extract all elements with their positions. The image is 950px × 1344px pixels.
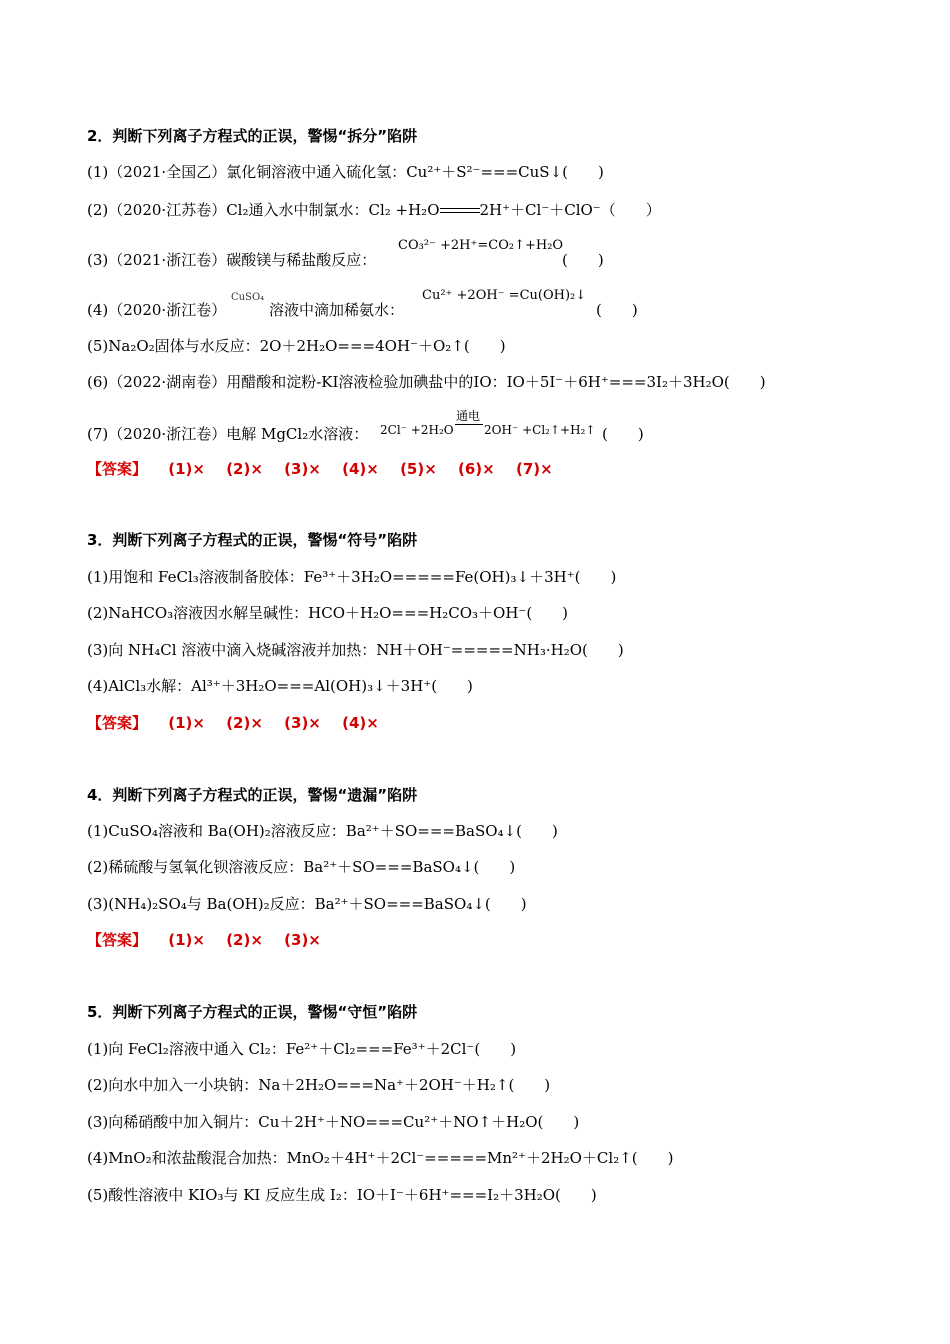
sec3-question-3: (3)向 NH₄Cl 溶液中滴入烧碱溶液并加热：NH＋OH⁻=====NH₃·H₂O( ) [87, 641, 624, 659]
sec5-question-3: (3)向稀硝酸中加入铜片：Cu＋2H⁺＋NO===Cu²⁺＋NO↑＋H₂O( ) [87, 1113, 580, 1131]
sec2-q4-reagent: CuSO₄ [231, 292, 265, 303]
sec2-q2-text: (2)（2020·江苏卷）Cl₂通入水中制氯水：Cl₂ +H₂O [87, 201, 440, 219]
answer-item: (7)× [515, 460, 553, 478]
answer-item: (4)× [342, 714, 379, 732]
sec2-question-6: (6)（2022·湖南卷）用醋酸和淀粉-KI溶液检验加碘盐中的IO：IO＋5I⁻＋6H⁺===3I₂＋3H₂O( ) [87, 373, 766, 391]
answer-item: (1)× [168, 931, 205, 949]
sec2-question-1: (1)（2021·全国乙）氯化铜溶液中通入硫化氢：Cu²⁺＋S²⁻===CuS↓( ) [87, 163, 604, 181]
sec2-q2-text-after: 2H⁺＋Cl⁻＋ClO⁻（ ） [479, 201, 661, 219]
section-5-heading: 5．判断下列离子方程式的正误，警惕“守恒”陷阱 [87, 1003, 418, 1021]
sec5-question-1: (1)向 FeCl₂溶液中通入 Cl₂：Fe²⁺＋Cl₂===Fe³⁺＋2Cl⁻( ) [87, 1040, 517, 1058]
answer-item: (1)× [168, 714, 205, 732]
sec3-question-1: (1)用饱和 FeCl₃溶液制备胶体：Fe³⁺＋3H₂O=====Fe(OH)₃↓＋3H⁺( ) [87, 568, 617, 586]
sec2-q7-formula-right: 2OH⁻ +Cl₂↑+H₂↑ [484, 423, 596, 437]
sec2-q3-blank: ( ) [562, 251, 604, 269]
answer-label: 【答案】 [87, 460, 148, 478]
answer-item: (5)× [400, 460, 437, 478]
sec5-question-4: (4)MnO₂和浓盐酸混合加热：MnO₂＋4H⁺＋2Cl⁻=====Mn²⁺＋2H₂O＋Cl₂↑( ) [87, 1149, 674, 1167]
reversible-arrow-icon [440, 207, 480, 215]
sec2-q7-blank: ( ) [602, 425, 644, 443]
section-2-heading: 2．判断下列离子方程式的正误，警惕“拆分”陷阱 [87, 127, 418, 145]
sec3-answer [87, 713, 379, 733]
answer-label: 【答案】 [87, 931, 148, 949]
answer-item: (2)× [226, 931, 263, 949]
sec2-q7-formula-left: 2Cl⁻ +2H₂O [380, 423, 454, 437]
sec2-q3-formula: CO₃²⁻ +2H⁺=CO₂↑+H₂O [398, 238, 564, 253]
answer-item: (6)× [458, 460, 495, 478]
answer-item: (3)× [284, 714, 321, 732]
sec4-question-2: (2)稀硫酸与氢氧化钡溶液反应：Ba²⁺＋SO===BaSO₄↓( ) [87, 858, 516, 876]
sec3-question-2: (2)NaHCO₃溶液因水解呈碱性：HCO＋H₂O===H₂CO₃＋OH⁻( ) [87, 604, 569, 622]
sec2-q4-blank: ( ) [596, 301, 638, 319]
sec2-question-2 [87, 200, 661, 220]
sec2-q4-text-mid: 溶液中滴加稀氨水： [269, 301, 405, 319]
answer-item: (3)× [284, 931, 321, 949]
answer-item: (3)× [284, 460, 321, 478]
section-3-heading: 3．判断下列离子方程式的正误，警惕“符号”陷阱 [87, 531, 418, 549]
sec2-question-7: (7)（2020·浙江卷）电解 MgCl₂水溶液： [87, 425, 369, 443]
answer-item: (1)× [168, 460, 205, 478]
sec5-question-5: (5)酸性溶液中 KIO₃与 KI 反应生成 I₂：IO＋I⁻＋6H⁺===I₂＋3H₂O( ) [87, 1186, 597, 1204]
section-4-heading: 4．判断下列离子方程式的正误，警惕“遗漏”陷阱 [87, 786, 418, 804]
answer-label: 【答案】 [87, 714, 148, 732]
answer-item: (2)× [226, 714, 263, 732]
sec3-question-4: (4)AlCl₃水解：Al³⁺＋3H₂O===Al(OH)₃↓＋3H⁺( ) [87, 677, 473, 695]
sec4-question-1: (1)CuSO₄溶液和 Ba(OH)₂溶液反应：Ba²⁺＋SO===BaSO₄↓( ) [87, 822, 558, 840]
sec2-q4-text: (4)（2020·浙江卷） [87, 301, 227, 319]
sec2-question-3: (3)（2021·浙江卷）碳酸镁与稀盐酸反应： [87, 251, 377, 269]
sec2-q7-reaction-line [455, 424, 483, 425]
sec4-question-3: (3)(NH₄)₂SO₄与 Ba(OH)₂反应：Ba²⁺＋SO===BaSO₄↓( ) [87, 895, 527, 913]
sec2-q4-formula: Cu²⁺ +2OH⁻ =Cu(OH)₂↓ [422, 288, 587, 303]
sec2-question-4 [87, 300, 226, 320]
answer-item: (4)× [342, 460, 379, 478]
sec2-answer [87, 459, 553, 479]
sec4-answer [87, 930, 321, 950]
sec2-q7-condition: 通电 [456, 409, 481, 423]
sec2-question-5: (5)Na₂O₂固体与水反应：2O＋2H₂O===4OH⁻＋O₂↑( ) [87, 337, 506, 355]
sec5-question-2: (2)向水中加入一小块钠：Na＋2H₂O===Na⁺＋2OH⁻＋H₂↑( ) [87, 1076, 551, 1094]
answer-item: (2)× [226, 460, 263, 478]
